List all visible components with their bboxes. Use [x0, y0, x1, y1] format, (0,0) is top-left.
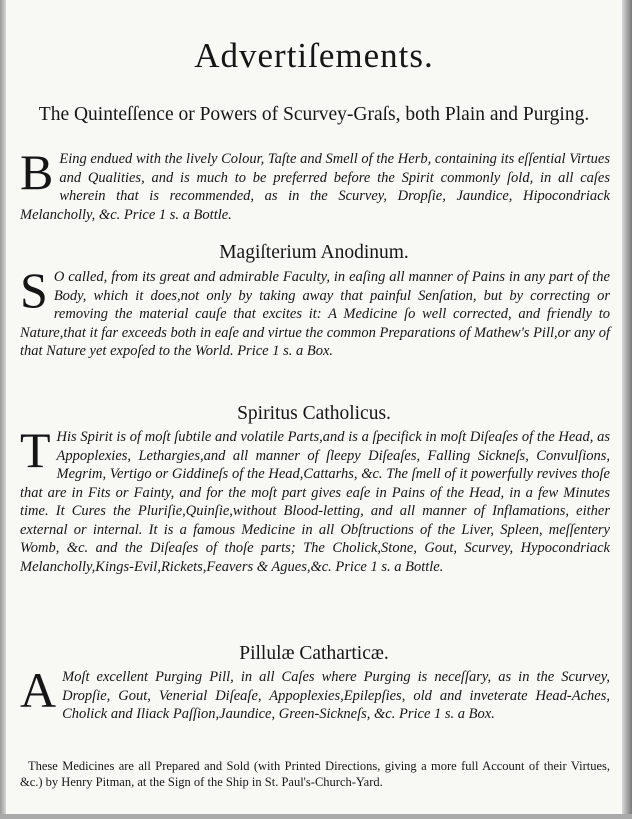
section-heading-pillulae: Pillulæ Catharticæ.	[239, 643, 389, 664]
page-edge-bottom	[0, 814, 632, 819]
section-heading-spiritus: Spiritus Catholicus.	[237, 403, 391, 424]
section-body-scurvey-grass	[20, 144, 610, 224]
document-page	[6, 0, 622, 814]
body-text: Eing endued with the lively Colour, Taſte and Smell of the Herb, containing its eſſential Virtues and Qualities, and is much to be preferred before the Spirit commonly ſold, in all caſes wherein that is recommended, as in the Scurvey, Dropſie, Jaundice, Hipocondriack Melancholly, &c. Price 1 s. a Bottle.	[20, 151, 610, 223]
dropcap: A	[20, 662, 57, 718]
section-heading-scurvey-grass: The Quinteſſence or Powers of Scurvey-Graſs, both Plain and Purging.	[38, 104, 590, 125]
dropcap: B	[20, 144, 54, 200]
body-text: Moſt excellent Purging Pill, in all Caſes where Purging is neceſſary, as in the Scurvey, Dropſie, Gout, Venerial Diſeaſe, Appoplexies,Epilepſies, old and inveterate Head-Aches, Cholick and Iliack Paſſion,Jaundice, Green-Sickneſs, &c. Price 1 s. a Box.	[62, 669, 610, 722]
footer-note	[20, 758, 610, 790]
dropcap: S	[20, 262, 48, 318]
section-body-spiritus	[20, 422, 610, 576]
page-title: Advertiſements.	[194, 36, 434, 75]
dropcap: T	[20, 422, 51, 478]
section-body-pillulae	[20, 662, 610, 724]
body-text: His Spirit is of moſt ſubtile and volatile Parts,and is a ſpecifick in moſt Diſeaſes of the Head, as Appoplexies, Lethargies,and all manner of ſleepy Diſeaſes, Falling Sickneſs, Convulſions, Megrim, Vertigo or Giddineſs of the Head,Cattarhs, &c. The ſmell of it powerfully revives thoſe that are in Fits or Fainty, and for the moſt part gives eaſe in Pains of the Head, in a few Minutes time. It Cures the Pluriſie,Quinſie,without Blood-letting, and all manner of Inflamations, either external or internal. It is a famous Medicine in all Obſtructions of the Liver, Spleen, meſſentery Womb, &c. and the Diſeaſes of thoſe parts; The Cholick,Stone, Gout, Scurvey, Hypocondriack Melancholly,Kings-Evil,Rickets,Feavers & Agues,&c. Price 1 s. a Bottle.	[20, 429, 610, 575]
section-heading-magisterium: Magiſterium Anodinum.	[219, 242, 409, 263]
body-text: O called, from its great and admirable Faculty, in eaſing all manner of Pains in any part of the Body, which it does,not only by taking away that painful Senſation, but by correcting or removing the material cauſe that excites it: A Medicine ſo well corrected, and friendly to Nature,that it far exceeds both in eaſe and virtue the common Preparations of Mathew's Pill,or any of that Nature yet expoſed to the World. Price 1 s. a Box.	[20, 269, 610, 359]
section-body-magisterium	[20, 262, 610, 361]
page-edge-right	[622, 0, 632, 819]
footer-text: These Medicines are all Prepared and Sold (with Printed Directions, giving a more full Account of their Virtues, &c.) by Henry Pitman, at the Sign of the Ship in St. Paul's-Church-Yard.	[20, 759, 610, 789]
